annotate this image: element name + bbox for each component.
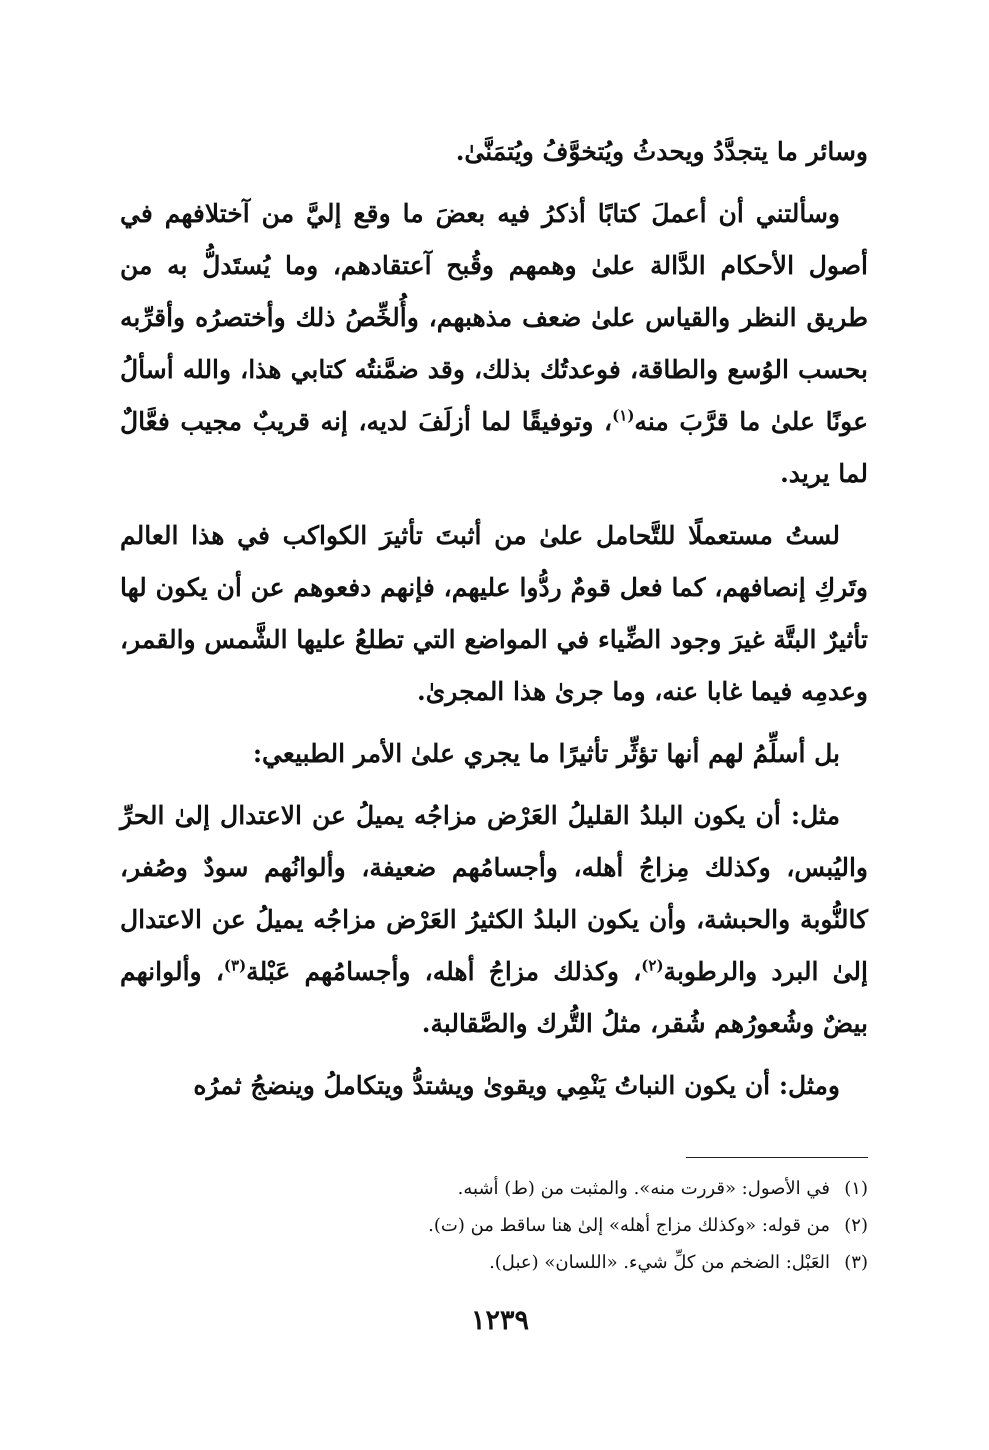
paragraph-2 [120, 188, 868, 500]
footnotes [120, 1170, 868, 1281]
paragraph-1 [120, 126, 868, 178]
paragraph-5-text-before: مثل: أن يكون البلدُ القليلُ العَرْض مزاجُه يميلُ عن الاعتدال إلىٰ الحرِّ واليُبس، وكذلك مِزاجُ أهله، وأجسامُهم ضعيفة، وألوانُهم سودٌ وصُفر، كالنُّوبة والحبشة، وأن يكون البلدُ الكثيرُ العَرْض مزاجُه يميلُ عن الاعتدال إلىٰ البرد والرطوبة [120, 801, 868, 986]
paragraph-5-text-middle: ، وكذلك مزاجُ أهله، وأجسامُهم عَبْلة [246, 957, 642, 986]
footnote-ref-3[interactable]: (٣) [223, 956, 247, 975]
footnote-1 [120, 1170, 868, 1207]
footnote-1-text: في الأصول: «قررت منه». والمثبت من (ط) أشبه. [457, 1178, 830, 1199]
paragraph-3 [120, 510, 868, 718]
paragraph-5 [120, 790, 868, 1050]
footnote-2-text: من قوله: «وكذلك مزاج أهله» إلىٰ هنا ساقط من (ت). [428, 1215, 830, 1236]
page-number: ١٢٣٩ [470, 1305, 529, 1336]
footnote-divider [686, 1157, 868, 1158]
footnote-3 [120, 1244, 868, 1281]
footnote-3-text: العَبْل: الضخم من كلِّ شيء. «اللسان» (عبل). [489, 1252, 830, 1273]
footnote-1-number: (١) [844, 1178, 868, 1199]
paragraph-6 [120, 1060, 868, 1112]
paragraph-1-text: وسائر ما يتجدَّدُ ويحدثُ ويُتخوَّفُ ويُتمَنَّىٰ. [455, 137, 868, 166]
paragraph-2-text-before: وسألتني أن أعملَ كتابًا أذكرُ فيه بعضَ ما وقع إليَّ من آختلافهم في أصول الأحكام الدَّالة علىٰ وهمهم وقُبح آعتقادهم، وما يُستَدلُّ به من طريق النظر والقياس علىٰ ضعف مذهبهم، وأُلخِّصُ ذلك وأختصرُه وأقرِّبه بحسب الوُسع والطاقة، فوعدتُك بذلك، وقد ضمَّنتُه كتابي هذا، والله أسألُ عونًا علىٰ ما قرَّبَ منه [120, 199, 868, 436]
paragraph-2-text-after: ، وتوفيقًا لما أزلَفَ لديه، إنه قريبٌ مجيب فعَّالٌ لما يريد. [120, 407, 868, 488]
main-text [120, 126, 868, 1122]
footnote-3-number: (٣) [844, 1252, 868, 1273]
paragraph-3-text: لستُ مستعملًا للتَّحامل علىٰ من أثبتَ تأثيرَ الكواكب في هذا العالم وتَركِ إنصافهم، كما فعل قومٌ ردُّوا عليهم، فإنهم دفعوهم عن أن يكون لها تأثيرٌ البتَّة غيرَ وجود الضِّياء في المواضع التي تطلعُ عليها الشَّمس والقمر، وعدمِه فيما غابا عنه، وما جرىٰ هذا المجرىٰ. [120, 521, 868, 706]
paragraph-4 [120, 728, 868, 780]
footnote-ref-1[interactable]: (١) [612, 406, 635, 425]
paragraph-4-text: بل أسلِّمُ لهم أنها تؤثِّر تأثيرًا ما يجري علىٰ الأمر الطبيعي: [252, 739, 840, 768]
footnote-2-number: (٢) [844, 1215, 868, 1236]
paragraph-5-text-after: ، وألوانهم بيضٌ وشُعورُهم شُقر، مثلُ التُّرك والصَّقالبة. [120, 957, 868, 1038]
footnote-2 [120, 1207, 868, 1244]
paragraph-6-text: ومثل: أن يكون النباتُ يَنْمِي ويقوىٰ ويشتدُّ ويتكاملُ وينضجُ ثمرُه [193, 1071, 840, 1100]
footnote-ref-2[interactable]: (٢) [641, 956, 664, 975]
